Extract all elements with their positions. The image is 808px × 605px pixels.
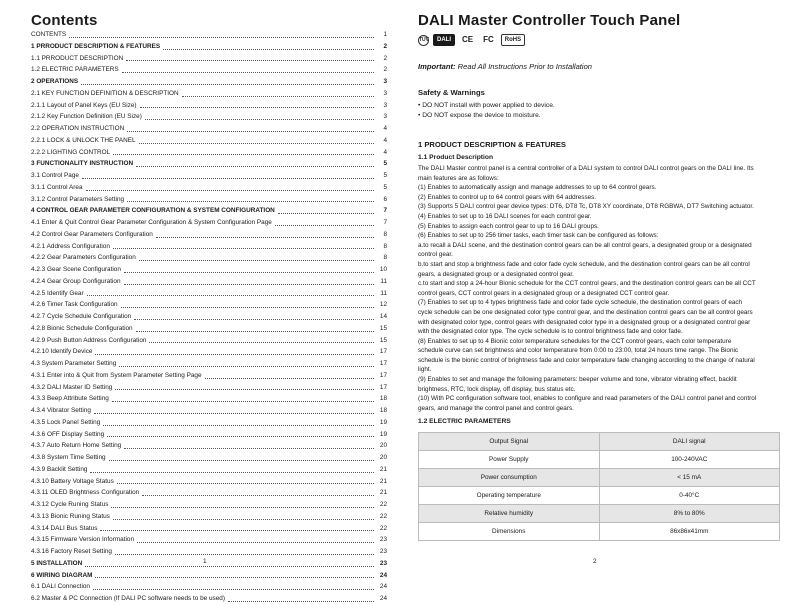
toc-entry-page: 17 [379,371,387,379]
toc-dot-leader [87,295,374,296]
toc-entry[interactable] [31,393,387,405]
description-line: c.to start and stop a 24-hour Bionic schedule for the CCT control gears, and the destination control gears can be all CCT [418,280,756,288]
toc-dot-leader [139,143,374,144]
toc-entry-page: 1 [383,31,387,38]
description-line: control gears, CCT control gears in a designated group or a designated CCT control gear. [418,289,670,297]
toc-entry-label: 4.2.3 Gear Scene Configuration [31,266,121,273]
toc-dot-leader [113,519,374,520]
toc-entry-page: 3 [383,113,387,121]
toc-dot-leader [228,601,374,602]
toc-entry-page: 22 [379,512,387,520]
toc-dot-leader [126,60,374,61]
toc-entry[interactable] [31,370,387,382]
toc-dot-leader [86,190,374,191]
toc-entry-label: 2 OPERATIONS [31,78,79,85]
toc-entry[interactable] [31,476,387,488]
toc-entry[interactable] [31,452,387,464]
toc-entry[interactable] [31,100,387,112]
toc-entry-page: 21 [379,465,387,473]
toc-dot-leader [95,354,374,355]
toc-entry-label: 3 FUNCTIONALITY INSTRUCTION [31,160,134,168]
toc-entry-page: 20 [379,442,387,450]
toc-entry[interactable] [31,288,387,300]
toc-dot-leader [95,577,374,578]
parameter-value-cell: 8% to 80% [599,505,780,523]
description-line: (4) Enables to set up to 16 DALI scenes for each control gear. [418,212,592,220]
toc-entry-page: 11 [380,277,387,285]
toc-entry-page: 18 [379,407,387,414]
toc-entry-label: 4.3.8 System Time Setting [31,454,106,461]
toc-entry[interactable] [31,241,387,253]
toc-entry-page: 6 [383,195,387,203]
toc-dot-leader [182,96,374,97]
toc-entry-page: 15 [379,324,387,332]
toc-dot-leader [156,237,374,238]
toc-dot-leader [94,413,374,414]
description-line: (1) Enables to automatically assign and manage addresses to up to 64 control gears. [418,184,657,192]
description-line: gears, and manage the control panel and control gears. [418,404,574,412]
toc-dot-leader [115,389,374,390]
toc-entry-page: 19 [379,430,387,438]
toc-dot-leader [111,507,374,508]
toc-entry[interactable] [31,252,387,264]
toc-entry-page: 17 [379,348,387,356]
subsection-title: 1.1 Product Description [418,154,494,161]
toc-entry-label: 2.1 KEY FUNCTION DEFINITION & DESCRIPTION [31,89,179,97]
toc-entry[interactable] [31,135,387,147]
toc-dot-leader [124,284,374,285]
toc-entry[interactable] [31,29,387,41]
important-label: Important: [418,62,456,71]
toc-dot-leader [142,495,374,496]
toc-entry[interactable] [31,182,387,194]
toc-entry[interactable] [31,264,387,276]
product-description-text [418,164,780,413]
toc-entry-page: 14 [379,313,387,320]
toc-entry-label: 4.3.14 DALI Bus Status [31,524,98,532]
toc-entry-page: 21 [379,477,387,485]
toc-entry-page: 17 [379,360,387,367]
toc-entry-page: 4 [383,125,387,132]
toc-entry[interactable] [31,217,387,229]
toc-dot-leader [121,307,374,308]
electric-parameters-table [418,432,780,541]
toc-dot-leader [113,248,374,249]
toc-entry[interactable] [31,299,387,311]
toc-dot-leader [115,554,374,555]
description-line: (9) Enables to set and manage the following parameters: beeper volume and tone, vibrator vibrating effect, backlit [418,376,737,384]
toc-entry-label: 4.3 System Parameter Setting [31,360,117,367]
toc-dot-leader [82,178,374,179]
toc-entry-page: 7 [383,207,387,215]
dali-logo-icon: DALI [433,34,455,46]
important-notice [418,62,592,71]
toc-entry-label: 4.3.7 Auto Return Home Setting [31,442,122,450]
toc-entry[interactable] [31,323,387,335]
safety-list [418,101,555,121]
toc-dot-leader [140,107,374,108]
toc-entry-page: 3 [383,101,387,109]
toc-dot-leader [134,319,374,320]
toc-entry-page: 11 [380,289,387,297]
toc-entry-page: 19 [379,418,387,426]
toc-entry[interactable] [31,170,387,182]
toc-entry-label: 4.2.8 Bionic Schedule Configuration [31,324,133,332]
toc-dot-leader [112,401,374,402]
description-line: (5) Enables to assign each control gear to up to 16 DALI groups. [418,222,599,230]
toc-entry[interactable] [31,523,387,535]
toc-entry[interactable] [31,335,387,347]
toc-dot-leader [278,213,374,214]
parameter-name-cell: Operating temperature [419,487,600,505]
description-line: with designated color type, control gears with designated color type in a designated group or a designated control gear [418,318,751,326]
toc-entry[interactable] [31,417,387,429]
toc-entry[interactable] [31,276,387,288]
toc-dot-leader [81,84,374,85]
toc-entry[interactable] [31,41,387,53]
toc-entry[interactable] [31,440,387,452]
description-line: light. [418,366,432,374]
toc-dot-leader [124,448,374,449]
toc-dot-leader [90,472,374,473]
toc-entry-label: 4.2.4 Gear Group Configuration [31,277,121,285]
toc-entry-label: 3.1 Control Page [31,172,79,179]
toc-entry[interactable] [31,546,387,558]
toc-entry[interactable] [31,76,387,88]
toc-entry-page: 5 [383,183,387,191]
toc-entry-label: 2.2.2 LIGHTING CONTROL [31,148,111,156]
toc-dot-leader [119,366,374,367]
toc-entry-page: 12 [379,301,387,309]
toc-dot-leader [117,483,374,484]
toc-entry-page: 4 [383,148,387,156]
toc-entry[interactable] [31,111,387,123]
parameter-value-cell: 0-40°C [599,487,780,505]
toc-dot-leader [145,119,374,120]
toc-entry-page: 22 [379,501,387,508]
toc-entry-label: 6.2 Master & PC Connection (If DALI PC software needs to be used) [31,595,225,602]
toc-entry[interactable] [31,158,387,170]
toc-entry-label: 4.2.5 Identify Gear [31,289,84,297]
tuv-mark-icon: TÜV [418,35,429,46]
product-description-page [418,0,780,571]
page-title: DALI Master Controller Touch Panel [418,12,681,29]
toc-entry-page: 20 [379,454,387,461]
toc-entry-label: 5 INSTALLATION [31,559,83,567]
toc-entry-page: 10 [379,266,387,273]
toc-entry-page: 8 [383,242,387,250]
description-line: (10) With PC configuration software tool, enables to configure and read parameters of the DALI control panel and control [418,395,757,403]
toc-entry-page: 3 [383,78,387,85]
toc-entry[interactable] [31,229,387,241]
toc-entry-page: 4 [383,136,387,144]
toc-entry-label: 4.3.2 DALI Master ID Setting [31,383,113,391]
toc-dot-leader [124,272,374,273]
toc-entry[interactable] [31,487,387,499]
toc-entry-page: 2 [383,54,387,62]
fcc-mark-icon: FC [483,35,494,44]
section-title: 1 PRODUCT DESCRIPTION & FEATURES [418,140,566,149]
parameter-name-cell: Dimensions [419,523,600,541]
toc-entry-label: 4.3.10 Battery Voltage Status [31,477,114,485]
toc-dot-leader [205,378,375,379]
toc-entry-label: 4.2.10 Identify Device [31,348,93,356]
toc-dot-leader [139,260,374,261]
description-line: brightness, RTC, lock display, off display, bus status etc. [418,385,576,393]
toc-entry-page: 2 [383,66,387,74]
toc-entry[interactable] [31,346,387,358]
description-line: control gear. [418,251,453,259]
toc-dot-leader [127,131,374,132]
toc-entry-page: 8 [383,254,387,262]
toc-entry[interactable] [31,534,387,546]
toc-dot-leader [107,436,374,437]
toc-dot-leader [163,49,374,50]
toc-entry-label: 4.3.16 Factory Reset Setting [31,548,112,555]
toc-entry-page: 21 [379,489,387,497]
toc-dot-leader [113,154,374,155]
toc-entry-page: 8 [383,230,387,238]
ce-mark-icon: CE [462,35,474,44]
toc-entry-page: 22 [379,524,387,532]
description-line: schedule curve can set brightness and color temperature from 0:00 to 23:00, total 24 hours time range. The Bionic [418,347,739,355]
parameter-name-cell: Power consumption [419,469,600,487]
toc-entry-label: 4.2.7 Cycle Schedule Configuration [31,313,132,320]
toc-dot-leader [69,37,374,38]
description-line: (2) Enables to control up to 64 control gears with 64 addresses. [418,193,597,201]
toc-entry-label: 4.3.3 Beep Attribute Setting [31,395,109,403]
description-line: The DALI Master control panel is a central controller of a DALI system to control DALI control gears on the DALI line. Its [418,165,754,172]
certification-logos [418,34,525,46]
rohs-mark-icon: RoHS [501,34,525,46]
description-line: gears, a designated group or a designated control gear. [418,270,574,278]
toc-entry[interactable] [31,499,387,511]
toc-entry-label: 4.2.2 Gear Parameters Configuration [31,254,136,262]
toc-entry[interactable] [31,429,387,441]
toc-entry-label: 6.1 DALI Connection [31,583,90,591]
description-line: with the designated color type. The cycle schedule is to control brightness fade and color fade. [418,328,683,336]
toc-entry-page: 17 [379,383,387,391]
description-line: (6) Enables to set up to 256 timer tasks, each timer task can be configured as follows: [418,232,659,240]
toc-entry-label: 4.2.1 Address Configuration [31,242,110,250]
toc-entry-page: 23 [379,548,387,555]
toc-entry[interactable] [31,358,387,370]
toc-entry[interactable] [31,558,387,570]
toc-entry[interactable] [31,53,387,65]
toc-entry-label: 4.3.6 OFF Display Setting [31,430,105,438]
toc-dot-leader [275,225,374,226]
description-line: (8) Enables to set up to 4 Bionic color temperature schedules for the CCT control gears, each color temperature [418,337,732,345]
page-number: 1 [203,558,207,565]
toc-entry-page: 24 [379,583,387,591]
toc-entry-label: 4.1 Enter & Quit Control Gear Parameter Configuration & System Configuration Page [31,219,272,226]
toc-entry[interactable] [31,581,387,593]
toc-dot-leader [127,201,374,202]
toc-dot-leader [100,530,374,531]
toc-entry-page: 23 [379,536,387,544]
toc-entry-label: 4.3.5 Lock Panel Setting [31,418,101,426]
toc-entry-label: 2.2 OPERATION INSTRUCTION [31,125,125,132]
toc-entry-label: 4.2.6 Timer Task Configuration [31,301,118,309]
electric-parameters-title: 1.2 ELECTRIC PARAMETERS [418,418,511,425]
toc-entry-page: 2 [383,42,387,50]
toc-entry[interactable] [31,405,387,417]
toc-entry-label: 4.3.11 OLED Brightness Configuration [31,489,140,497]
toc-entry-label: 6 WIRING DIAGRAM [31,571,93,579]
toc-entry[interactable] [31,382,387,394]
parameter-value-cell: 86x86x41mm [599,523,780,541]
toc-entry-page: 5 [383,172,387,179]
toc-entry-label: 4.2 Control Gear Parameters Configuration [31,230,153,238]
parameter-name-cell: Power Supply [419,451,600,469]
description-line: a.to recall a DALI scene, and the destination control gears can be all control gears, a designated group or a designated [418,241,752,249]
toc-dot-leader [93,589,374,590]
toc-dot-leader [109,460,374,461]
toc-entry[interactable] [31,464,387,476]
toc-entry-page: 5 [383,160,387,168]
toc-entry-page: 15 [379,336,387,344]
parameter-value-cell: DALI signal [599,433,780,451]
toc-entry[interactable] [31,593,387,605]
toc-entry-label: 3.1.1 Control Area [31,183,83,191]
toc-entry-page: 7 [383,219,387,226]
toc-entry-label: 4.3.4 Vibrator Setting [31,407,91,414]
page-number: 2 [593,558,597,565]
toc-entry-label: 3.1.2 Control Parameters Setting [31,195,125,203]
description-line: b.to start and stop a brightness fade and color fade cycle schedule, and the destination control gears can be all control [418,260,750,268]
toc-entry[interactable] [31,205,387,217]
toc-entry-label: 4.2.9 Push Button Address Configuration [31,336,147,344]
toc-entry-label: 4.3.13 Bionic Runing Status [31,512,110,520]
toc-entry-label: 4.3.15 Firmware Version Information [31,536,135,544]
description-line: cycle schedule can be one designated color type control gear, and the destination control gears can be all control gears [418,308,753,316]
toc-entry[interactable] [31,88,387,100]
toc-dot-leader [137,542,374,543]
toc-entry-label: 4 CONTROL GEAR PARAMETER CONFIGURATION & SYSTEM CONFIGURATION [31,207,275,215]
toc-entry[interactable] [31,570,387,582]
safety-item: • DO NOT expose the device to moisture. [418,112,541,119]
table-row [419,433,780,451]
toc-dot-leader [103,425,374,426]
parameter-value-cell: 100-240VAC [599,451,780,469]
toc-entry-label: 1.1 PRRODUCT DESCRIPTION [31,54,124,62]
toc-entry-label: CONTENTS [31,31,67,38]
toc-dot-leader [136,166,374,167]
toc-entry[interactable] [31,123,387,135]
toc-dot-leader [85,566,374,567]
table-row [419,451,780,469]
description-line: (3) Supports 5 DALI control gear device types: DT6, DT8 Tc, DT8 XY coordinate, DT8 RGBWA, DT7 Switching actuator. [418,203,754,211]
parameter-name-cell: Relative humidity [419,505,600,523]
toc-entry[interactable] [31,194,387,206]
table-of-contents [31,29,387,605]
toc-entry-label: 4.3.12 Cycle Runing Status [31,501,109,508]
toc-entry-label: 4.3.1 Enter into & Quit from System Parameter Setting Page [31,371,202,379]
toc-entry-page: 23 [379,559,387,567]
parameter-name-cell: Output Signal [419,433,600,451]
toc-entry-label: 2.1.2 Key Function Definition (EU Size) [31,113,142,121]
toc-entry-page: 24 [379,571,387,579]
contents-page [31,0,387,602]
table-row [419,505,780,523]
toc-entry[interactable] [31,147,387,159]
table-row [419,469,780,487]
toc-entry-page: 18 [379,395,387,403]
toc-entry-label: 1.2 ELECTRIC PARAMETERS [31,66,119,74]
parameter-value-cell: < 15 mA [599,469,780,487]
safety-title: Safety & Warnings [418,88,485,97]
toc-entry[interactable] [31,511,387,523]
toc-entry[interactable] [31,311,387,323]
table-row [419,487,780,505]
important-text: Read All Instructions Prior to Installation [457,62,593,71]
toc-entry-label: 2.2.1 LOCK & UNLOCK THE PANEL [31,136,136,144]
toc-entry-label: 4.3.9 Backlit Setting [31,465,88,473]
description-line: schedule is the bionic control of brightness fade and color temperature fade changing according to the change of natural [418,356,755,364]
toc-dot-leader [136,331,374,332]
toc-dot-leader [122,72,374,73]
table-row [419,523,780,541]
toc-entry-label: 2.1.1 Layout of Panel Keys (EU Size) [31,101,137,109]
toc-dot-leader [149,342,374,343]
toc-entry[interactable] [31,64,387,76]
safety-item: • DO NOT install with power applied to device. [418,102,555,109]
toc-entry-page: 3 [383,89,387,97]
description-line: main features are as follows: [418,174,499,182]
page-title: Contents [31,12,98,29]
toc-entry-page: 24 [379,595,387,602]
description-line: (7) Enables to set up to 4 types brightness fade and color fade cycle schedule, the destination control gears of each [418,299,743,307]
toc-entry-label: 1 PRRODUCT DESCRIPTION & FEATURES [31,42,161,50]
